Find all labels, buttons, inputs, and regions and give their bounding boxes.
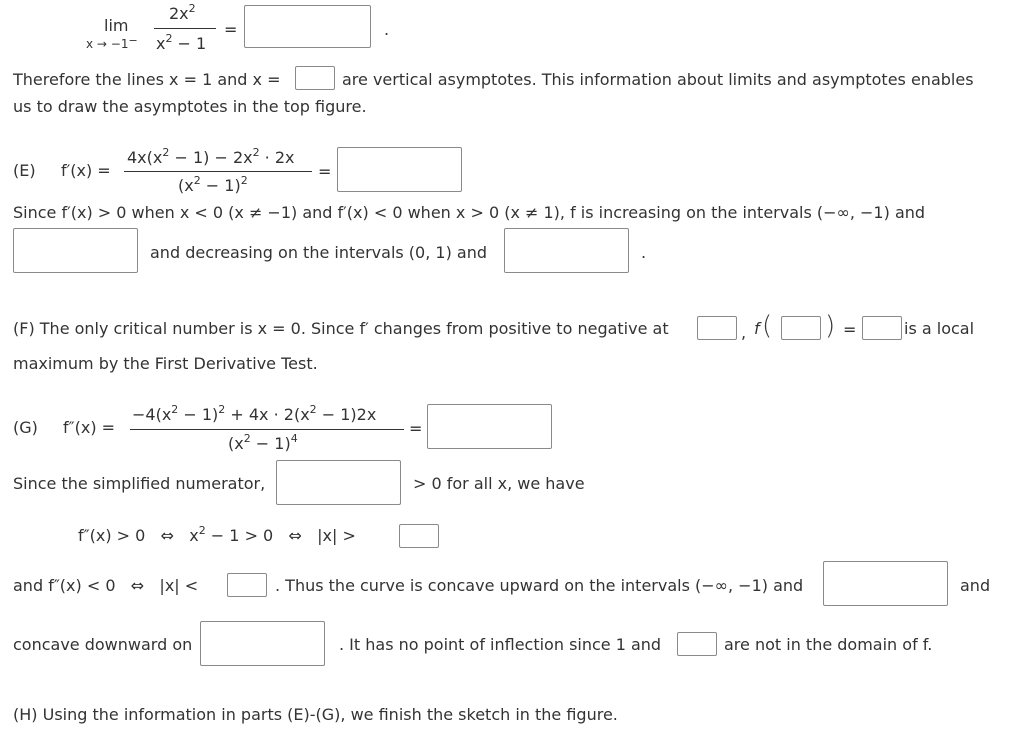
lim-numerator: $2x^2$	[169, 2, 196, 23]
part-g-equals: =	[409, 419, 423, 438]
part-g-not-domain-text: are not in the domain of f.	[724, 635, 933, 654]
critical-number-input[interactable]	[697, 316, 737, 340]
part-f-is-local: is a local	[904, 319, 975, 338]
concavity-condition-text: f″(x) > 0 ⇔ $x^2 - 1 > 0$ ⇔ |x| >	[78, 524, 356, 545]
concave-down-interval-input[interactable]	[200, 621, 325, 666]
part-e-label: (E)	[13, 161, 36, 180]
part-f-equals: =	[843, 320, 857, 339]
part-g-thus-text: . Thus the curve is concave upward on the intervals (−∞, −1) and	[275, 576, 804, 595]
part-e-denominator: $(x^2 - 1)^2$	[178, 174, 248, 195]
part-g-no-inflection-text: . It has no point of inflection since 1 and	[339, 635, 662, 654]
increasing-interval-input[interactable]	[13, 228, 138, 273]
part-e-decreasing-text: and decreasing on the intervals (0, 1) and	[150, 243, 488, 262]
part-e-period: .	[641, 243, 647, 262]
part-f-line2: maximum by the First Derivative Test.	[13, 354, 318, 373]
f-argument-input[interactable]	[781, 316, 821, 340]
part-g-label: (G)	[13, 418, 38, 437]
abs-x-greater-input[interactable]	[399, 524, 439, 548]
simplified-numerator-input[interactable]	[276, 460, 401, 505]
left-paren: (	[762, 311, 773, 341]
part-f-text: (F) The only critical number is x = 0. Since f′ changes from positive to negative at	[13, 319, 669, 338]
part-e-since-text: Since f′(x) > 0 when x < 0 (x ≠ −1) and f′(x) < 0 when x > 0 (x ≠ 1), f is increasing on the intervals (−∞, −1) and	[13, 203, 926, 222]
part-g-gt0-text: > 0 for all x, we have	[413, 474, 585, 493]
fprime-simplified-input[interactable]	[337, 147, 462, 192]
limit-answer-input[interactable]	[244, 5, 371, 48]
part-g-numerator-text: Since the simplified numerator,	[13, 474, 266, 493]
decreasing-interval-input[interactable]	[504, 228, 629, 273]
part-g-concave-down-text: concave downward on	[13, 635, 193, 654]
lim-equals: =	[224, 20, 238, 39]
asymptote-x-input[interactable]	[295, 66, 335, 90]
part-e-fprime: f′(x) =	[61, 161, 111, 180]
asymptote-line2: us to draw the asymptotes in the top figure.	[13, 97, 367, 116]
part-g-and-lt-text: and f″(x) < 0 ⇔ |x| <	[13, 576, 199, 595]
part-g-and-word: and	[960, 576, 991, 595]
part-g-fdoubleprime: f″(x) =	[63, 418, 116, 437]
part-e-fraction-bar	[124, 171, 312, 172]
part-f-f-label: f	[754, 319, 760, 338]
lim-denominator: $x^2 - 1$	[156, 32, 207, 53]
not-in-domain-input[interactable]	[677, 632, 717, 656]
part-g-numerator: $-4(x^2 - 1)^2 + 4x \cdot 2(x^2 - 1)2x$	[132, 403, 377, 424]
f-value-input[interactable]	[862, 316, 902, 340]
part-e-equals: =	[318, 162, 332, 181]
asymptote-text-b: are vertical asymptotes. This information about limits and asymptotes enables	[342, 70, 974, 89]
right-paren: )	[825, 311, 836, 341]
limit-period: .	[384, 20, 390, 39]
concave-up-interval-input[interactable]	[823, 561, 948, 606]
part-g-fraction-bar	[130, 429, 404, 430]
lim-fraction-bar	[154, 28, 216, 29]
part-g-denominator: $(x^2 - 1)^4$	[228, 432, 298, 453]
fdoubleprime-simplified-input[interactable]	[427, 404, 552, 449]
lim-text: lim	[104, 16, 129, 35]
part-f-comma: ,	[741, 323, 747, 342]
lim-subscript: x → −1−	[86, 34, 138, 51]
abs-x-less-input[interactable]	[227, 573, 267, 597]
part-h-text: (H) Using the information in parts (E)-(G), we finish the sketch in the figure.	[13, 705, 618, 724]
part-e-numerator: $4x(x^2 - 1) - 2x^2 \cdot 2x$	[127, 146, 295, 167]
asymptote-text-a: Therefore the lines x = 1 and x =	[13, 70, 281, 89]
